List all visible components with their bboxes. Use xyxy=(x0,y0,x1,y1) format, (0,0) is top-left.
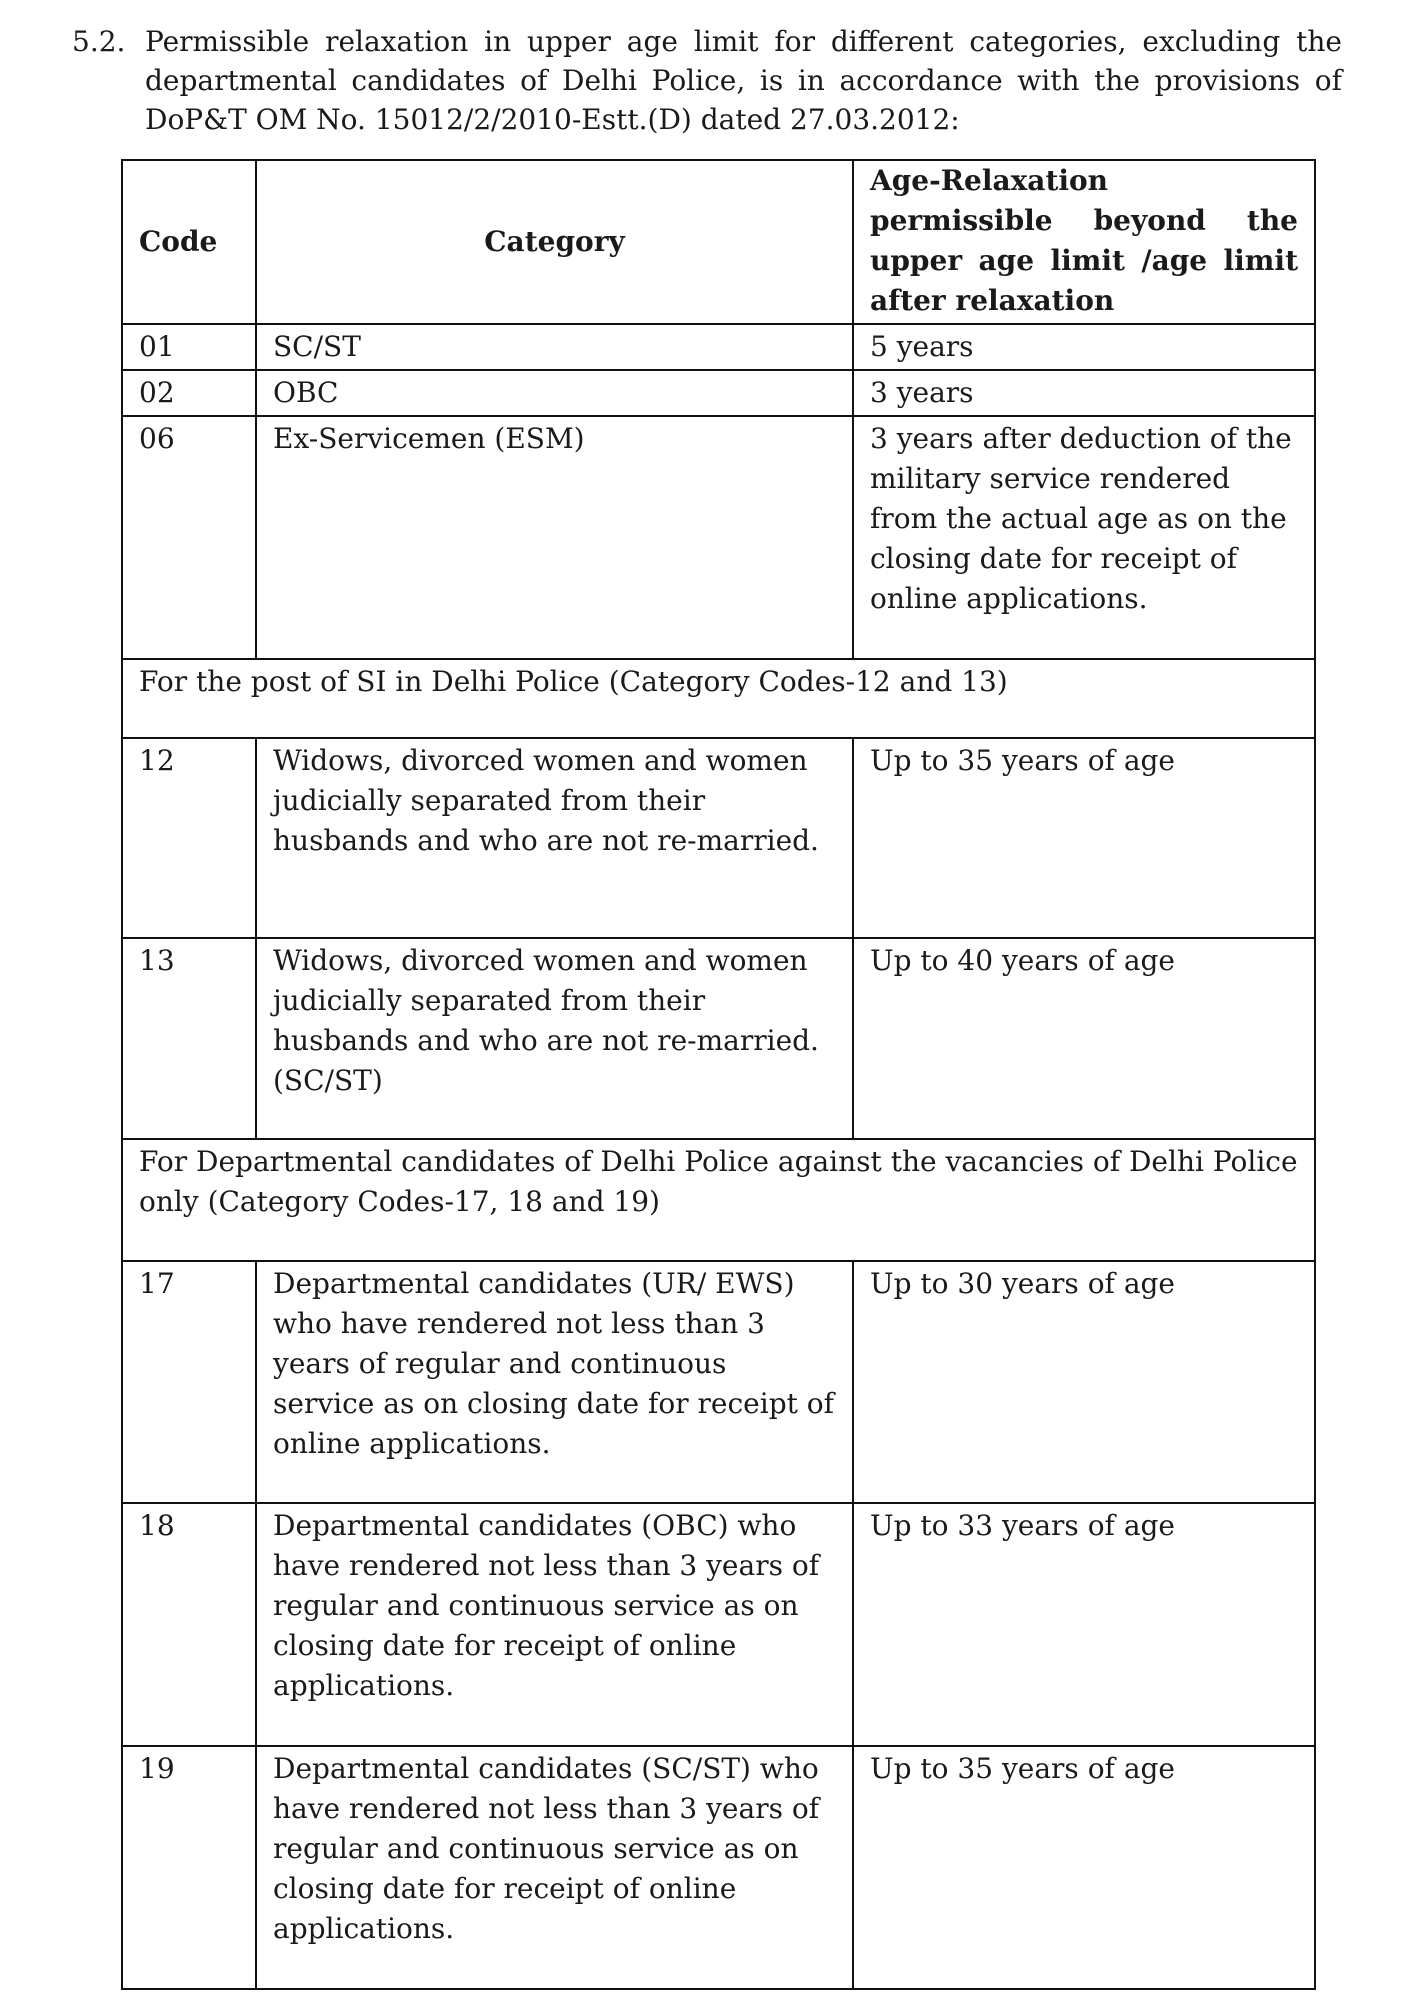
table-row xyxy=(122,370,1315,416)
table-row xyxy=(122,324,1315,370)
code-cell: 19 xyxy=(122,1746,256,1989)
header-code: Code xyxy=(122,160,256,324)
paragraph-text: Permissible relaxation in upper age limit for different categories, excluding the departmental candidates of Delhi Police, is in accordance with the provisions of DoP&T OM No. 15012/2/2010-Estt.(D) dated 27.03.2012: xyxy=(145,25,1342,136)
category-cell: Departmental candidates (OBC) who have rendered not less than 3 years of regular and continuous service as on closing date for receipt of online applications. xyxy=(256,1503,853,1746)
age-cell: Up to 35 years of age xyxy=(853,738,1315,938)
age-cell: 3 years xyxy=(853,370,1315,416)
category-cell: Widows, divorced women and women judicially separated from their husbands and who are not re-married. (SC/ST) xyxy=(256,938,853,1139)
header-category: Category xyxy=(256,160,853,324)
header-age-relaxation: Age-Relaxation permissible beyond the upper age limit /age limit after relaxation xyxy=(853,160,1315,324)
category-cell: Widows, divorced women and women judicially separated from their husbands and who are not re-married. xyxy=(256,738,853,938)
age-cell: 3 years after deduction of the military service rendered from the actual age as on the closing date for receipt of online applications. xyxy=(853,416,1315,659)
table-row xyxy=(122,1261,1315,1503)
code-cell: 12 xyxy=(122,738,256,938)
section-row-departmental xyxy=(122,1139,1315,1261)
category-cell: SC/ST xyxy=(256,324,853,370)
table-row xyxy=(122,938,1315,1139)
code-cell: 13 xyxy=(122,938,256,1139)
paragraph-number: 5.2. xyxy=(72,25,126,58)
category-cell: OBC xyxy=(256,370,853,416)
table-row xyxy=(122,1503,1315,1746)
section-row-si xyxy=(122,659,1315,738)
section-heading-si: For the post of SI in Delhi Police (Category Codes-12 and 13) xyxy=(122,659,1315,738)
category-cell: Ex-Servicemen (ESM) xyxy=(256,416,853,659)
age-cell: Up to 35 years of age xyxy=(853,1746,1315,1989)
table-row xyxy=(122,738,1315,938)
code-cell: 01 xyxy=(122,324,256,370)
category-cell: Departmental candidates (UR/ EWS) who have rendered not less than 3 years of regular and continuous service as on closing date for receipt of online applications. xyxy=(256,1261,853,1503)
table-row xyxy=(122,416,1315,659)
table-row xyxy=(122,1746,1315,1989)
code-cell: 18 xyxy=(122,1503,256,1746)
code-cell: 02 xyxy=(122,370,256,416)
table-header-row xyxy=(122,160,1315,324)
code-cell: 06 xyxy=(122,416,256,659)
section-heading-departmental: For Departmental candidates of Delhi Police against the vacancies of Delhi Police only (Category Codes-17, 18 and 19) xyxy=(122,1139,1315,1261)
intro-paragraph xyxy=(72,22,1342,139)
category-cell: Departmental candidates (SC/ST) who have rendered not less than 3 years of regular and continuous service as on closing date for receipt of online applications. xyxy=(256,1746,853,1989)
age-cell: 5 years xyxy=(853,324,1315,370)
age-cell: Up to 33 years of age xyxy=(853,1503,1315,1746)
age-relaxation-table xyxy=(121,159,1316,1990)
age-cell: Up to 40 years of age xyxy=(853,938,1315,1139)
age-cell: Up to 30 years of age xyxy=(853,1261,1315,1503)
code-cell: 17 xyxy=(122,1261,256,1503)
